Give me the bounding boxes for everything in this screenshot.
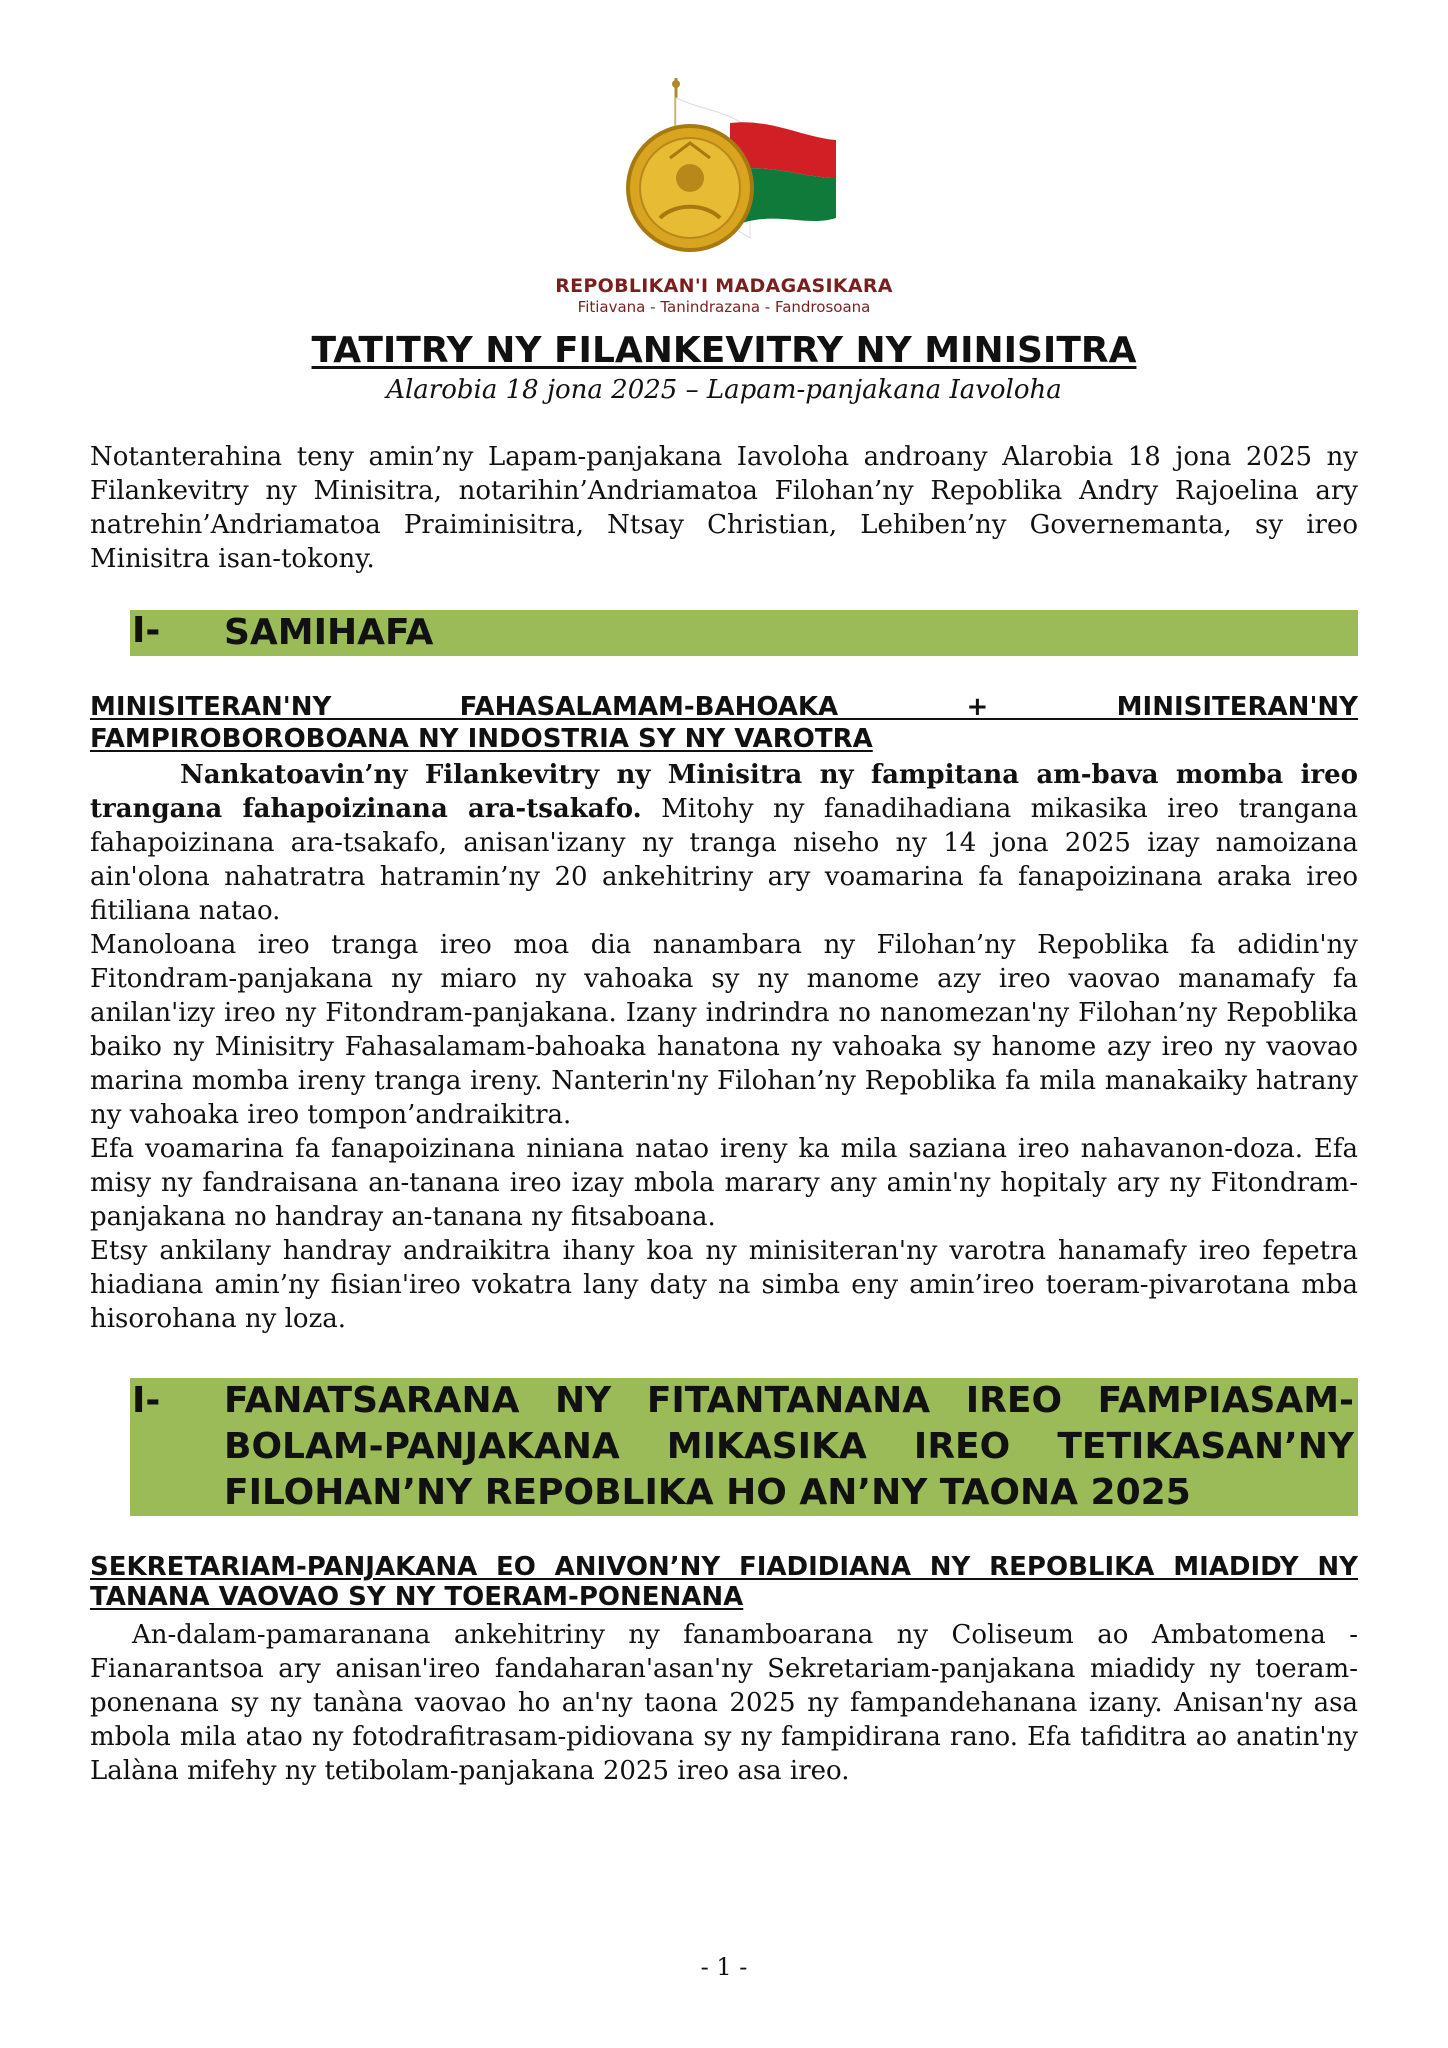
section-1-paragraph-1 [90,758,1358,928]
section-2-heading: SEKRETARIAM-PANJAKANA EO ANIVON’NY FIADIDIANA NY REPOBLIKA MIADIDY NY TANANA VAOVAO SY NY TOERAM-PONENANA [90,1552,1358,1612]
section-1-heading-line2: FAMPIROBOROBOANA NY INDOSTRIA SY NY VAROTRA [90,724,873,754]
republic-motto: Fitiavana - Tanindrazana - Fandrosoana [577,298,871,316]
section-1-p1-bold: Nankatoavin’ny Filankevitry ny Minisitra ny fampitana am-bava momba ireo trangana fahapoizinana ara-tsakafo. [90,760,1358,824]
section-1-heading-line1: MINISITERAN'NY FAHASALAMAM-BAHOAKA + MINISITERAN'NY [90,692,1358,722]
section-1-paragraph-2: Manoloana ireo tranga ireo moa dia nanambara ny Filohan’ny Repoblika fa adidin'ny Fitondram-panjakana ny miaro ny vahoaka sy ny manome azy ireo vaovao manamafy fa anilan'izy ireo ny Fitondram-panjakana. Izany indrindra no nanomezan'ny Filohan’ny Repoblika baiko ny Minisitry Fahasalamam-bahoaka hanatona ny vahoaka sy hanome azy ireo ny vaovao marina momba ireny tranga ireny. Nanterin'ny Filohan’ny Repoblika fa mila manakaiky hatrany ny vahoaka ireo tompon’andraikitra. [90,930,1358,1130]
section-2-title: FANATSARANA NY FITANTANANA IREO FAMPIASAM-BOLAM-PANJAKANA MIKASIKA IREO TETIKASAN’NY FILOHAN’NY REPOBLIKA HO AN’NY TAONA 2025 [224,1380,1354,1513]
section-1-paragraph-3: Efa voamarina fa fanapoizinana niniana natao ireny ka mila saziana ireo nahavanon-doza. Efa misy ny fandraisana an-tanana ireo izay mbola marary any amin'ny hopitaly ary ny Fitondram-panjakana no handray an-tanana ny fitsaboana. [90,1134,1358,1232]
section-1-title: SAMIHAFA [224,612,434,653]
republic-name: REPOBLIKAN'I MADAGASIKARA [555,275,893,297]
intro-paragraph: Notanterahina teny amin’ny Lapam-panjakana Iavoloha androany Alarobia 18 jona 2025 ny Filankevitry ny Minisitra, notarihin’Andriamatoa Filohan’ny Repoblika Andry Rajoelina ary natrehin’Andriamatoa Praiminisitra, Ntsay Christian, Lehiben’ny Governemanta, sy ireo Minisitra isan-tokony. [90,442,1358,574]
madagascar-seal-flag-logo [600,78,870,278]
section-1-band [130,610,1358,656]
section-1-paragraph-4: Etsy ankilany handray andraikitra ihany koa ny minisiteran'ny varotra hanamafy ireo fepetra hiadiana amin’ny fisian'ireo vokatra lany daty na simba eny amin’ireo toeram-pivarotana mba hisorohana ny loza. [90,1236,1358,1334]
section-2-p1-text: An-dalam-pamaranana ankehitriny ny fanamboarana ny Coliseum ao Ambatomena - Fianarantsoa ary anisan'ireo fandaharan'asan'ny Sekretariam-panjakana miadidy ny toeram-ponenana sy ny tanàna vaovao ho an'ny taona 2025 ny fampandehanana izany. Anisan'ny asa mbola mila atao ny fotodrafitrasam-pidiovana sy ny fampidirana rano. Efa tafiditra ao anatin'ny Lalàna mifehy ny tetibolam-panjakana 2025 ireo asa ireo. [90,1620,1358,1786]
document-title: TATITRY NY FILANKEVITRY NY MINISITRA [311,330,1137,371]
section-2-number: I- [132,1380,161,1421]
document-subtitle: Alarobia 18 jona 2025 – Lapam-panjakana Iavoloha [386,375,1062,405]
section-2-paragraph-1 [90,1618,1358,1788]
section-1-number: I- [132,610,161,651]
section-2-band [130,1378,1358,1516]
section-1-p1-rest: Mitohy ny fanadihadiana mikasika ireo trangana fahapoizinana ara-tsakafo, anisan'izany ny tranga niseho ny 14 jona 2025 izay namoizana ain'olona nahatratra hatramin’ny 20 ankehitriny ary voamarina fa fanapoizinana araka ireo fitiliana natao. [90,794,1358,926]
page-number: - 1 - [700,1953,748,1981]
